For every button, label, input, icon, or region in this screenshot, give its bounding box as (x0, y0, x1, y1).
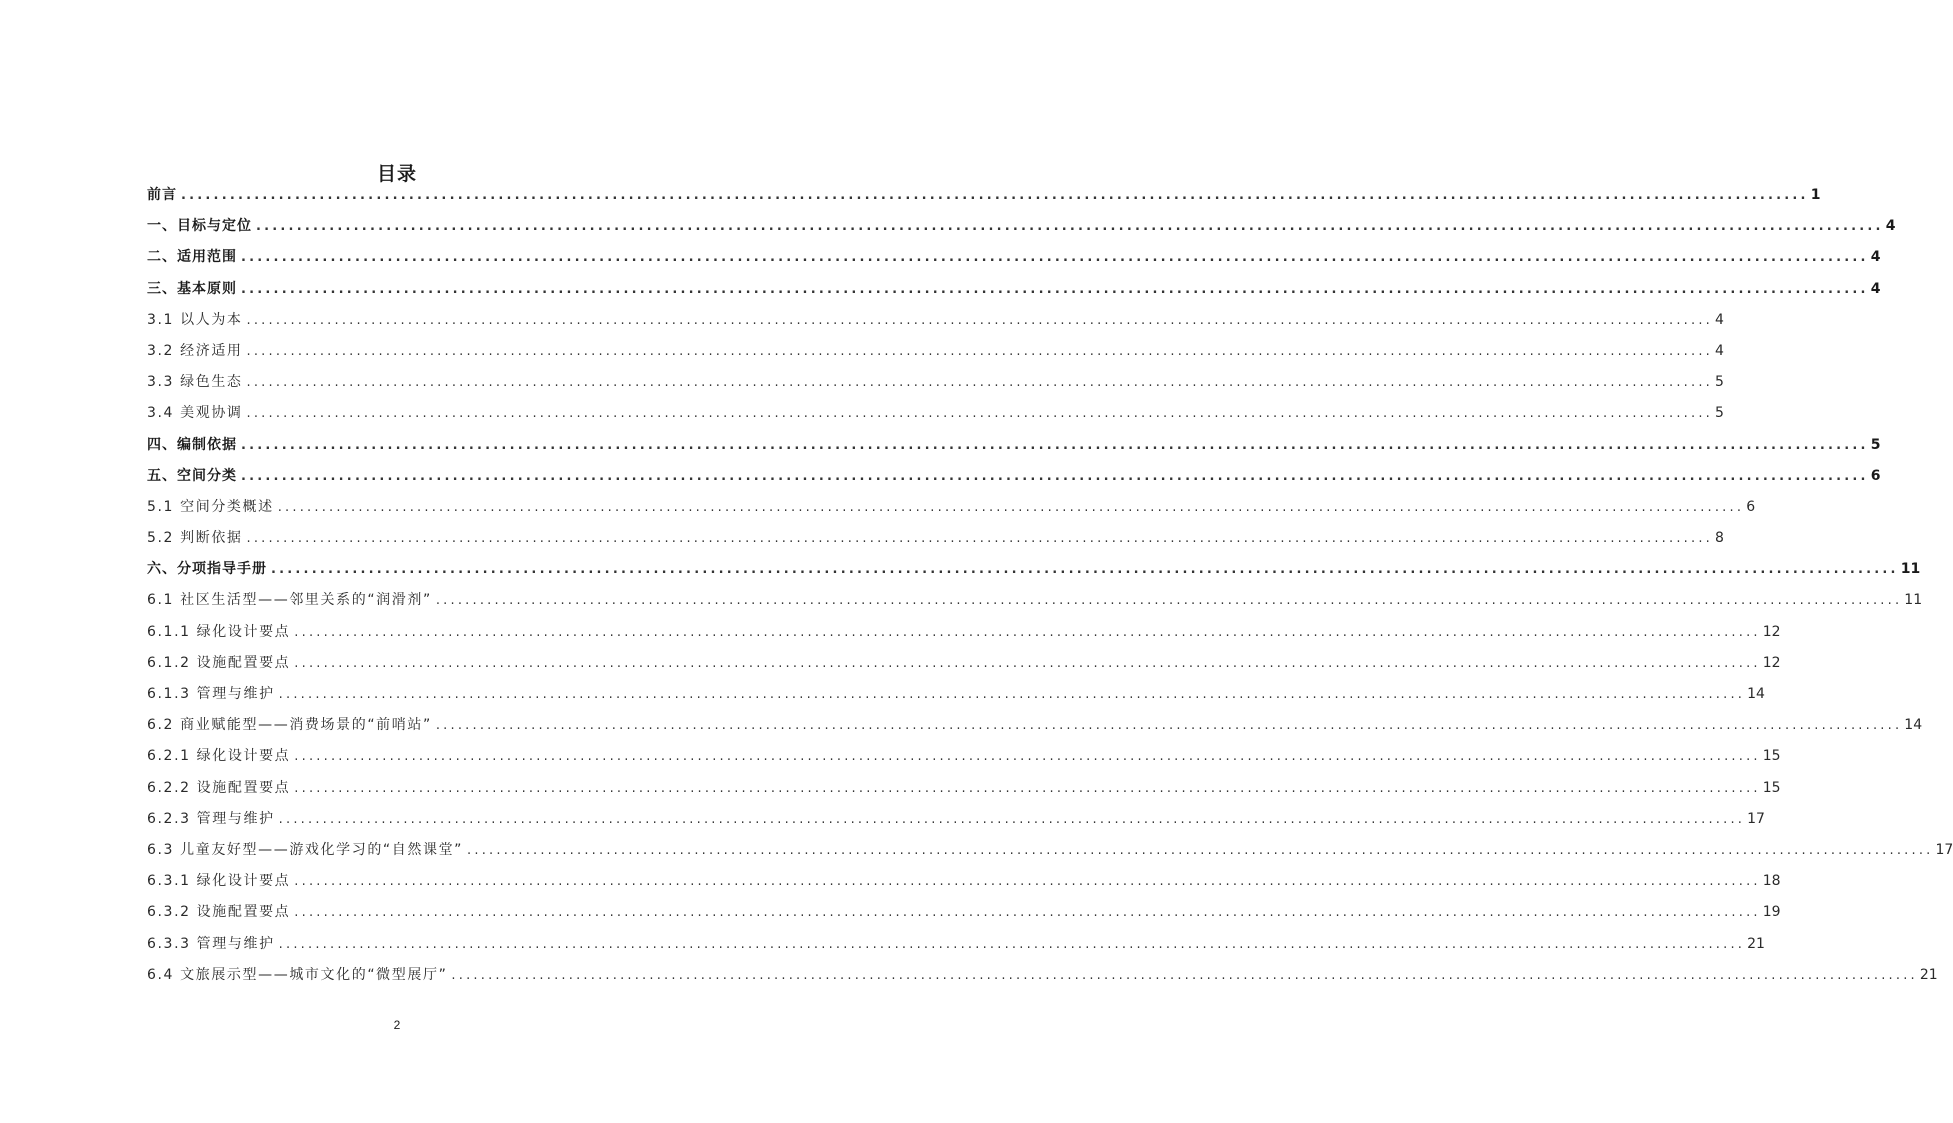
dot-leader: ........................................................................................................................................................................................................ (451, 967, 1918, 983)
toc-entry-label: 前言 (147, 187, 177, 203)
toc-entry[interactable] (147, 554, 1921, 585)
toc-entry[interactable] (147, 773, 1781, 804)
toc-title: 目录 (376, 162, 417, 185)
toc-entry-page: 14 (1747, 686, 1765, 702)
toc-entry-label: 6.2.3 管理与维护 (147, 810, 275, 827)
toc-entry-label: 6.3.2 设施配置要点 (147, 904, 291, 921)
toc-entry-page: 6 (1746, 498, 1756, 515)
dot-leader: ........................................................................................................................................................................................................ (241, 468, 1869, 484)
toc-entry-label: 3.3 绿色生态 (147, 374, 243, 391)
toc-entry-label: 6.1 社区生活型——邻里关系的“润滑剂” (147, 592, 432, 609)
toc-entry-page: 4 (1714, 311, 1724, 328)
toc-entry-page: 4 (1714, 342, 1724, 359)
toc-entry-label: 六、分项指导手册 (147, 561, 267, 578)
dot-leader: ........................................................................................................................................................................................................ (294, 624, 1761, 640)
dot-leader: ........................................................................................................................................................................................................ (435, 718, 1903, 734)
toc-entry-label: 6.3 儿童友好型——游戏化学习的“自然课堂” (147, 841, 464, 858)
toc-entry-page: 12 (1762, 623, 1781, 640)
toc-entry[interactable] (147, 897, 1781, 928)
dot-leader: ........................................................................................................................................................................................................ (241, 250, 1869, 266)
dot-leader: ........................................................................................................................................................................................................ (256, 219, 1884, 235)
toc-entry[interactable] (147, 804, 1765, 835)
toc-entry[interactable] (147, 679, 1765, 710)
toc-entry-page: 4 (1870, 249, 1881, 266)
toc-entry[interactable] (147, 305, 1724, 336)
toc-entry-label: 一、目标与定位 (147, 218, 252, 235)
toc-entry-page: 18 (1762, 873, 1781, 890)
toc-entry[interactable] (147, 274, 1881, 305)
toc-entry[interactable] (147, 211, 1896, 242)
dot-leader: ........................................................................................................................................................................................................ (278, 811, 1746, 827)
toc-entry-page: 15 (1762, 748, 1781, 765)
dot-leader: ........................................................................................................................................................................................................ (246, 531, 1713, 547)
toc-entry-label: 3.1 以人为本 (147, 311, 243, 328)
toc-entry[interactable] (147, 710, 1923, 741)
dot-leader: ........................................................................................................................................................................................................ (294, 874, 1761, 890)
toc-entry-page: 12 (1762, 654, 1781, 671)
toc-entry-label: 5.1 空间分类概述 (147, 498, 274, 515)
toc-entry-label: 6.1.1 绿化设计要点 (147, 623, 291, 640)
dot-leader: ........................................................................................................................................................................................................ (246, 312, 1713, 328)
toc-entry-label: 6.2.2 设施配置要点 (147, 779, 291, 796)
toc-entry-label: 6.1.3 管理与维护 (147, 686, 275, 702)
toc-entry-page: 15 (1762, 779, 1781, 796)
toc-entry-page: 21 (1747, 935, 1765, 952)
toc-entry-page: 17 (1747, 810, 1765, 827)
toc-entry-label: 三、基本原则 (147, 280, 237, 297)
toc-entry-label: 6.3.1 绿化设计要点 (147, 873, 291, 890)
toc-entry-label: 5.2 判断依据 (147, 530, 243, 547)
toc-entry-page: 19 (1762, 904, 1781, 921)
dot-leader: ........................................................................................................................................................................................................ (278, 687, 1746, 702)
toc-entry[interactable] (147, 336, 1724, 367)
toc-entry[interactable] (147, 617, 1781, 648)
toc-entry-page: 8 (1714, 530, 1724, 547)
toc-entry[interactable] (147, 242, 1881, 273)
dot-leader: ........................................................................................................................................................................................................ (467, 842, 1934, 858)
toc-entry-page: 4 (1870, 280, 1881, 297)
dot-leader: ........................................................................................................................................................................................................ (271, 562, 1899, 578)
toc-entry-page: 17 (1935, 841, 1953, 858)
toc-entry-label: 五、空间分类 (147, 467, 237, 484)
toc-entry[interactable] (147, 741, 1781, 772)
toc-entry[interactable] (147, 492, 1756, 523)
dot-leader: ........................................................................................................................................................................................................ (246, 406, 1713, 422)
dot-leader: ........................................................................................................................................................................................................ (241, 437, 1869, 453)
page-number: 2 (393, 1018, 401, 1032)
toc-entry-label: 6.3.3 管理与维护 (147, 935, 275, 952)
dot-leader: ........................................................................................................................................................................................................ (246, 375, 1713, 391)
dot-leader: ........................................................................................................................................................................................................ (241, 281, 1869, 297)
toc-entry[interactable] (147, 523, 1724, 554)
toc-entry-label: 6.2.1 绿化设计要点 (147, 748, 291, 765)
toc-entry-page: 1 (1810, 187, 1821, 203)
toc-entry-page: 5 (1870, 436, 1881, 453)
toc-entry[interactable] (147, 430, 1881, 461)
toc-entry[interactable] (147, 835, 1953, 866)
toc-entry-label: 四、编制依据 (147, 436, 237, 453)
dot-leader: ........................................................................................................................................................................................................ (294, 905, 1761, 921)
dot-leader: ........................................................................................................................................................................................................ (246, 343, 1713, 359)
toc-entry[interactable] (147, 367, 1724, 398)
toc-entry-label: 6.1.2 设施配置要点 (147, 654, 291, 671)
dot-leader: ........................................................................................................................................................................................................ (294, 780, 1761, 796)
toc-entry-page: 5 (1714, 374, 1724, 391)
toc-entry[interactable] (147, 461, 1881, 492)
toc-entry-page: 11 (1900, 561, 1921, 578)
toc-entry-page: 5 (1714, 405, 1724, 422)
toc-entry[interactable] (147, 866, 1781, 897)
toc-entry-page: 11 (1904, 592, 1923, 609)
toc-entry[interactable] (147, 960, 1938, 991)
dot-leader: ........................................................................................................................................................................................................ (181, 188, 1809, 203)
toc-entry[interactable] (147, 929, 1765, 960)
toc-entry-label: 二、适用范围 (147, 249, 237, 266)
toc-entry-label: 6.4 文旅展示型——城市文化的“微型展厅” (147, 966, 448, 983)
toc-entry[interactable] (147, 180, 1821, 211)
dot-leader: ........................................................................................................................................................................................................ (278, 936, 1746, 952)
toc-entry[interactable] (147, 585, 1923, 616)
toc-entry-page: 21 (1919, 966, 1938, 983)
toc-entry-page: 14 (1904, 717, 1923, 734)
toc-entry-label: 3.4 美观协调 (147, 405, 243, 422)
table-of-contents (147, 180, 1953, 991)
dot-leader: ........................................................................................................................................................................................................ (435, 593, 1903, 609)
toc-entry[interactable] (147, 398, 1724, 429)
dot-leader: ........................................................................................................................................................................................................ (277, 499, 1745, 515)
toc-entry-page: 6 (1870, 467, 1881, 484)
toc-entry-label: 3.2 经济适用 (147, 342, 243, 359)
toc-entry-page: 4 (1885, 218, 1896, 235)
toc-entry[interactable] (147, 648, 1781, 679)
dot-leader: ........................................................................................................................................................................................................ (294, 749, 1761, 765)
dot-leader: ........................................................................................................................................................................................................ (294, 655, 1761, 671)
toc-entry-label: 6.2 商业赋能型——消费场景的“前哨站” (147, 717, 432, 734)
